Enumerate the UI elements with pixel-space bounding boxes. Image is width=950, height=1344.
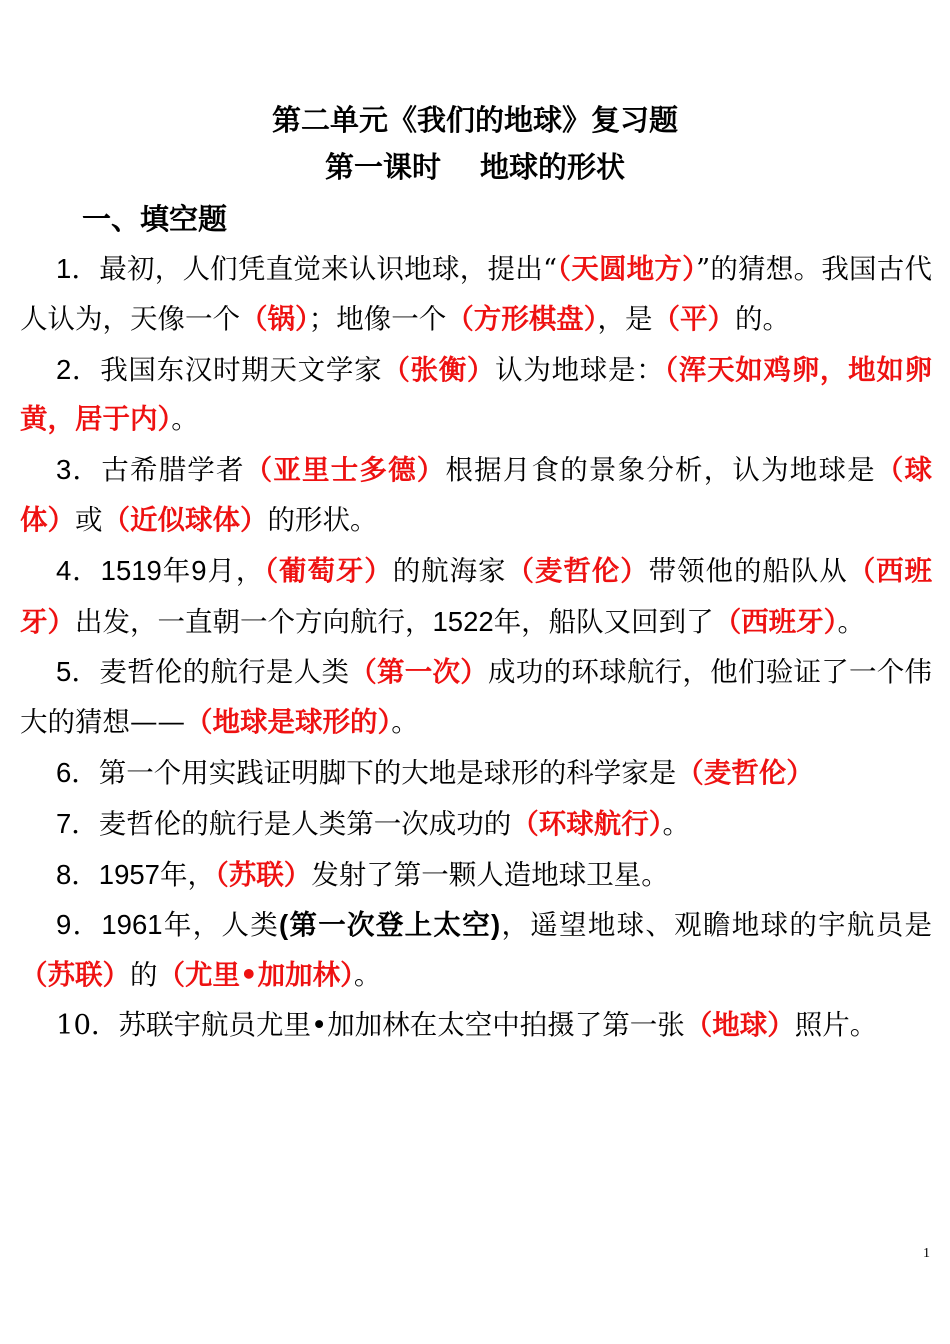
- answer: （地球）: [684, 1008, 795, 1041]
- question-text: 我国东汉时期天文学家: [100, 353, 383, 386]
- question-text: 根据月食的景象分析，认为地球是: [445, 454, 876, 487]
- question-text: 年，: [159, 858, 215, 891]
- year: 1519: [100, 554, 162, 586]
- question-text: 苏联宇航员尤里•加加林在太空中拍摄了第一张: [118, 1008, 685, 1041]
- answer: （近似球体）: [102, 503, 268, 536]
- year: 1522: [432, 605, 494, 637]
- question-text: ，是: [597, 302, 653, 335]
- answer: （西班牙）: [20, 554, 933, 638]
- page-number: 1: [923, 1246, 930, 1261]
- question-text: 。: [837, 605, 865, 638]
- answer: （天圆地方）: [557, 253, 697, 285]
- bold-answer: (第一次登上太空): [279, 909, 501, 941]
- section-heading: 一、填空题: [82, 202, 228, 236]
- answer: （张衡）: [382, 353, 496, 386]
- month: 9: [191, 554, 207, 586]
- answer: （浑天如鸡卵，地如卵黄，居于内）: [20, 353, 933, 436]
- answer: （球体）: [20, 454, 933, 536]
- question-number: 6．: [56, 756, 99, 788]
- question-text: 。: [391, 706, 419, 739]
- question-2: [20, 345, 932, 446]
- question-text: 成功的环球航行，他们验证了一个伟大的猜想——: [20, 656, 933, 739]
- answer: （葡萄牙）: [264, 554, 393, 587]
- question-text: 或: [75, 503, 103, 536]
- question-number: 5．: [56, 656, 100, 688]
- year: 1957: [98, 858, 160, 890]
- question-text: 带领他的船队从: [648, 554, 848, 587]
- question-text: ，遥望地球、观瞻地球的宇航员是: [500, 909, 932, 942]
- answer: （方形棋盘）: [446, 302, 598, 335]
- question-text: 古希腊学者: [101, 454, 245, 487]
- question-text: 年，船队又回到了: [493, 605, 714, 638]
- answer: （苏联）: [214, 858, 312, 891]
- question-text: 最初，人们凭直觉来认识地球，提出“: [99, 253, 557, 285]
- question-text: 。: [171, 403, 199, 436]
- question-number: 9．: [56, 909, 102, 941]
- question-text: 出发，一直朝一个方向航行，: [75, 605, 433, 638]
- question-9: [20, 900, 932, 1001]
- question-number: 3．: [56, 454, 102, 486]
- question-text: 的形状。: [267, 503, 378, 536]
- question-text: 的航海家: [392, 554, 507, 587]
- answer: （尤里•加加林）: [157, 959, 354, 992]
- answer: （麦哲伦）: [506, 554, 649, 587]
- question-10: [20, 1001, 932, 1051]
- question-text: 照片。: [794, 1008, 878, 1041]
- answer: （麦哲伦）: [676, 756, 814, 789]
- question-3: [20, 445, 932, 546]
- question-8: [20, 850, 932, 901]
- answer: （锅）: [240, 302, 309, 335]
- question-text: 年，人类: [162, 909, 280, 942]
- document-title: 第二单元《我们的地球》复习题: [271, 103, 678, 137]
- answer: （环球航行）: [511, 807, 663, 840]
- question-text: 月，: [206, 554, 265, 587]
- answer: （地球是球形的）: [185, 706, 392, 739]
- question-7: [20, 799, 932, 850]
- question-text: 年: [161, 554, 192, 587]
- question-text: 认为地球是：: [495, 353, 665, 386]
- question-number: 10．: [56, 1008, 119, 1041]
- question-5: [20, 647, 932, 748]
- question-text: ；地像一个: [308, 302, 447, 335]
- question-text: 。: [353, 959, 382, 992]
- question-list: [20, 244, 932, 1051]
- question-text: 发射了第一颗人造地球卫星。: [311, 858, 669, 891]
- question-number: 7．: [56, 807, 99, 839]
- answer: （苏联）: [20, 959, 130, 992]
- question-number: 8．: [56, 858, 99, 890]
- question-6: [20, 748, 932, 799]
- question-text: 第一个用实践证明脚下的大地是球形的科学家是: [98, 756, 677, 789]
- question-text: 的。: [735, 302, 790, 335]
- document-subtitle: 第一课时 地球的形状: [324, 150, 626, 184]
- question-text: ”的猜想。我国古代人认为，天像一个: [20, 253, 933, 335]
- answer: （第一次）: [349, 656, 489, 689]
- question-4: [20, 546, 932, 648]
- question-number: 2．: [56, 353, 101, 385]
- question-text: 麦哲伦的航行是人类第一次成功的: [98, 807, 512, 840]
- year: 1961: [101, 909, 163, 941]
- answer: （西班牙）: [713, 605, 838, 638]
- question-number: 4．: [56, 554, 101, 586]
- answer: （亚里士多德）: [244, 454, 446, 487]
- question-text: 。: [662, 807, 691, 840]
- question-text: 的: [130, 959, 158, 992]
- question-1: [20, 244, 932, 345]
- question-number: 1．: [56, 253, 100, 284]
- question-text: 麦哲伦的航行是人类: [99, 656, 350, 689]
- answer: （平）: [652, 302, 735, 335]
